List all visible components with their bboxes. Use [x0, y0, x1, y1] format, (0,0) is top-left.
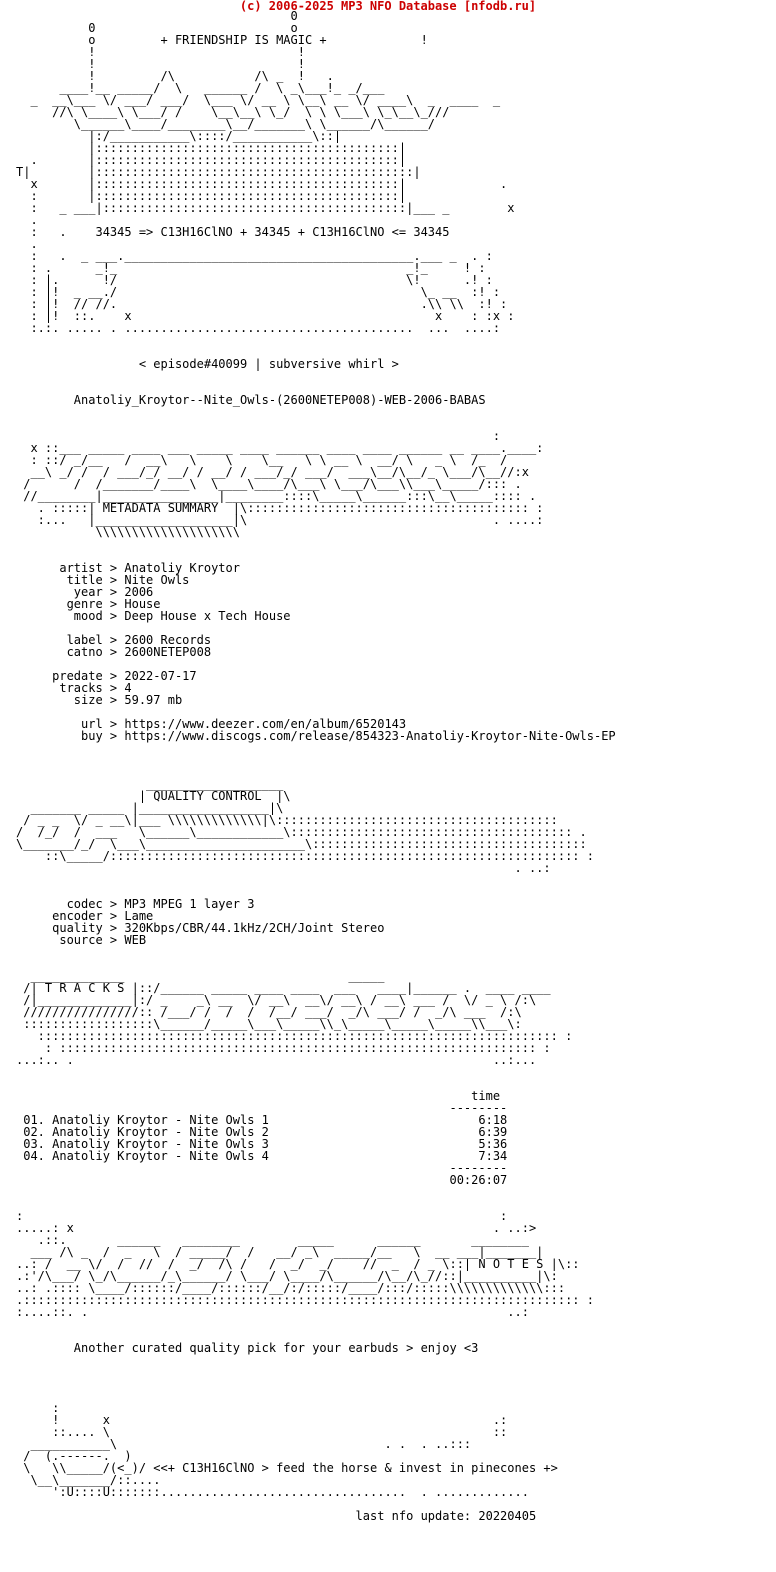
nfo-line: /| T R A C K S |::/______ _____ ____ ____ ___ ____|______ . ____ ____ [16, 981, 551, 995]
nfo-line: / / /_______/____\ \____\____/\___\ \___/\___\\___\_____/::: . [16, 477, 522, 491]
nfo-line: _______ _____ |__________________|\ [16, 801, 284, 815]
nfo-line: 0 [16, 9, 298, 23]
nfo-line: _ __\___ \/ ___/ ___/ \___ \/ __ \ \__\ __ \/ ____\ _ ____ _ [16, 93, 501, 107]
nfo-line: \\\\\\\\\\\\\\\\\\\\ [16, 525, 240, 539]
nfo-line: \__\_______/::.... [16, 1473, 161, 1487]
nfo-line: : |. !/ \! .! : [16, 273, 493, 287]
nfo-line: :.:. ..... . ........................................ ... ....: [16, 321, 501, 335]
nfo-line: T| |::::::::::::::::::::::::::::::::::::::::::::| [16, 165, 421, 179]
nfo-line: ::.... \ :: [16, 1425, 508, 1439]
nfo-line: catno > 2600NETEP008 [16, 645, 212, 659]
nfo-line: Another curated quality pick for your earbuds > enjoy <3 [16, 1341, 479, 1355]
nfo-line: ':U::::U:::::::.................................. . ............. [16, 1485, 529, 1499]
nfo-line: 00:26:07 [16, 1173, 508, 1187]
nfo-line: : [16, 1401, 60, 1415]
nfo-line: /|_____________|:/ _ _\ __ \/ __\ __\/ __\ / __\ ___ / \/ _ \ /:\ [16, 993, 537, 1007]
nfo-line: genre > House [16, 597, 161, 611]
nfo-line: last nfo update: 20220405 [16, 1509, 537, 1523]
nfo-line: / (.------. ) [16, 1449, 132, 1463]
nfo-line: title > Nite Owls [16, 573, 190, 587]
nfo-line: : . _ ___.________________________________________.___ _ . : [16, 249, 493, 263]
nfo-line: : ::/ _/__ / __\ \ \ \__ \ \ __ \ __/ \ _ \ /_ / [16, 453, 508, 467]
nfo-line: Anatoliy_Kroytor--Nite_Owls-(2600NETEP008)-WEB-2006-BABAS [16, 393, 486, 407]
nfo-line: .....: x . ..:> [16, 1221, 537, 1235]
nfo-line: ! ! [16, 57, 305, 71]
nfo-line: ...:.. . ..:... [16, 1053, 537, 1067]
nfo-line: quality > 320Kbps/CBR/44.1kHz/2CH/Joint Stereo [16, 921, 385, 935]
nfo-line: ////////////////:: /___/ / / / /__/ ___/ _/\ ___/ / _/\ ___ /:\ [16, 1005, 522, 1019]
nfo-line: : [16, 429, 501, 443]
nfo-line: : |::::::::::::::::::::::::::::::::::::::::::| [16, 189, 407, 203]
nfo-line: encoder > Lame [16, 909, 154, 923]
nfo-line: source > WEB [16, 933, 147, 947]
nfo-line: o + FRIENDSHIP IS MAGIC + ! [16, 33, 428, 47]
nfo-line: time [16, 1089, 501, 1103]
nfo-line: . |::::::::::::::::::::::::::::::::::::::::::| [16, 153, 407, 167]
nfo-line: 02. Anatoliy Kroytor - Nite Owls 2 6:39 [16, 1125, 508, 1139]
nfo-line: : : [16, 1209, 508, 1223]
nfo-line: ___________\ . . . ..::: [16, 1437, 472, 1451]
nfo-line: 03. Anatoliy Kroytor - Nite Owls 3 5:36 [16, 1137, 508, 1151]
nfo-line: . [16, 237, 38, 251]
nfo-line: artist > Anatoliy Kroytor [16, 561, 240, 575]
nfo-line: url > https://www.deezer.com/en/album/6520143 [16, 717, 407, 731]
nfo-line: : |! ::. x x : :x : [16, 309, 515, 323]
nfo-line: year > 2006 [16, 585, 154, 599]
nfo-line: ___ /\ _ / _ \ / _____/ / __/ _\ _____/__ \ __ ___|_______| [16, 1245, 544, 1259]
nfo-line: : _ ___|::::::::::::::::::::::::::::::::::::::::::|___ _ x [16, 201, 515, 215]
nfo-line: size > 59.97 mb [16, 693, 183, 707]
nfo-line: : |! // //. .\\ \\ :! : [16, 297, 508, 311]
nfo-line: 01. Anatoliy Kroytor - Nite Owls 1 6:18 [16, 1113, 508, 1127]
nfo-line: //\ \____\ \___/ / \__\__\ \_/ \ \ \___\ \_\__\_/// [16, 105, 450, 119]
nfo-line: :::::::::::::::::::::::::::::::::::::::::::::::::::::::::::::::::::::::: : [16, 1029, 573, 1043]
nfo-line: _____________ _____ [16, 969, 385, 983]
nfo-line: ___________________ [16, 777, 284, 791]
nfo-line: \______\____/________\__/_______\ \______/\______/ [16, 117, 436, 131]
nfo-line: . [16, 213, 38, 227]
nfo-line: / _ _ \/ _ __\|___ \\\\\\\\\\\\\|\::::::::::::::::::::::::::::::::::::::: [16, 813, 558, 827]
nfo-line: : |! _ __./ \_ __ :! : [16, 285, 501, 299]
nfo-line: ::\_____/::::::::::::::::::::::::::::::::::::::::::::::::::::::::::::::::: : [16, 849, 594, 863]
nfo-line: \_______/_/ \___\______________________\:::::::::::::::::::::::::::::::::::::: [16, 837, 587, 851]
nfo-line: .::. ______ ________ _____ ______ ________ [16, 1233, 529, 1247]
nfo-line: ..: / __ \/ / // / _/ /\ / / _/ _/ // _ / _ \::| N O T E S |\:: [16, 1257, 580, 1271]
nfo-line: .::::::::::::::::::::::::::::::::::::::::::::::::::::::::::::::::::::::::::::: : [16, 1293, 594, 1307]
nfo-line: __\ _/ / / ___/_/ __/ / __/ / ___/_/ ___/ ___\__/\__/_ \___/\__//:x [16, 465, 529, 479]
nfo-line: . ..: [16, 861, 551, 875]
nfo-line: ..: .:::: \____/::::::/____/::::::/__/:/:::::/____/:::/:::::\\\\\\\\\\\\\::: [16, 1281, 566, 1295]
nfo-line: label > 2600 Records [16, 633, 212, 647]
nfo-line: .:'/\___/ \_/\______/_\______/ \___/ \____/\______/\__/\_//::|__________|\: [16, 1269, 558, 1283]
nfo-line: :... |___________________|\ . ....: [16, 513, 544, 527]
nfo-line: : :::::::::::::::::::::::::::::::::::::::::::::::::::::::::::::::::: : [16, 1041, 551, 1055]
nfo-line: tracks > 4 [16, 681, 132, 695]
nfo-line: \ \\_____/(<_)/ <<+ C13H16ClNO > feed the horse & invest in pinecones +> [16, 1461, 558, 1475]
nfo-line: codec > MP3 MPEG 1 layer 3 [16, 897, 255, 911]
nfo-line: 0 o [16, 21, 298, 35]
nfo-line: ! x .: [16, 1413, 508, 1427]
nfo-line: . :::::| METADATA SUMMARY |\::::::::::::::::::::::::::::::::::::::: : [16, 501, 544, 515]
nfo-line: : . _!_ _!_ ! : [16, 261, 486, 275]
nfo-line: -------- [16, 1101, 508, 1115]
nfo-line: |::::::::::::::::::::::::::::::::::::::::::| [16, 141, 407, 155]
nfo-line: mood > Deep House x Tech House [16, 609, 291, 623]
nfo-line: : . 34345 => C13H16ClNO + 34345 + C13H16ClNO <= 34345 [16, 225, 450, 239]
nfo-line: x |::::::::::::::::::::::::::::::::::::::::::| . [16, 177, 508, 191]
nfo-line: < episode#40099 | subversive whirl > [16, 357, 399, 371]
nfo-line: //________|________________|________::::\_____\______:::\__\_____:::: . [16, 489, 537, 503]
copyright-header[interactable]: (c) 2006-2025 MP3 NFO Database [nfodb.ru] [239, 0, 537, 13]
nfo-line: x ::___ _____ ____ ___ _____ ____ ______ ____ ____ ______ __ ____.____: [16, 441, 544, 455]
nfo-ascii-document [16, 10, 616, 1522]
nfo-line: :....::. . ..: [16, 1305, 529, 1319]
nfo-line: ::::::::::::::::::\______/_____\___\_____\\_\_____\_____\_____\\___\: [16, 1017, 522, 1031]
nfo-line: buy > https://www.discogs.com/release/854323-Anatoliy-Kroytor-Nite-Owls-EP [16, 729, 616, 743]
nfo-line: -------- [16, 1161, 508, 1175]
nfo-line: |:/___________\::::/___________\::| [16, 129, 342, 143]
nfo-line: 04. Anatoliy Kroytor - Nite Owls 4 7:34 [16, 1149, 508, 1163]
nfo-line: ____!__ _____/ \ ______ / \ _\___!_ _/___ [16, 81, 385, 95]
nfo-line: ! ! [16, 45, 305, 59]
nfo-line: | QUALITY CONTROL |\ [16, 789, 291, 803]
nfo-line: predate > 2022-07-17 [16, 669, 197, 683]
nfo-line: ! /\ /\ _ ! . [16, 69, 334, 83]
nfo-line: / /_/ / ___ \______\____________\::::::::::::::::::::::::::::::::::::::: . [16, 825, 587, 839]
